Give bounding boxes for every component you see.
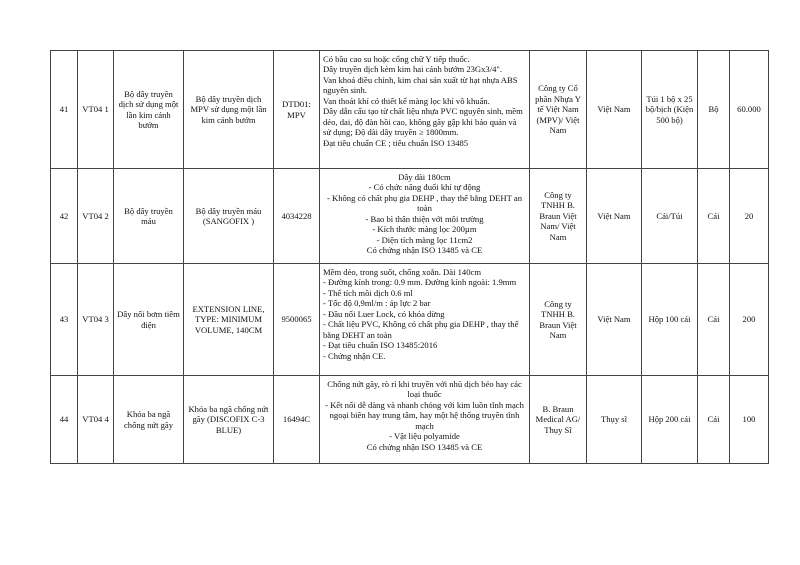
row-name: Bộ dây truyền máu: [114, 169, 184, 264]
spec-line: - Thể tích mồi dịch 0.6 ml: [323, 287, 413, 298]
spec-line: - Kích thước màng lọc 200µm: [372, 224, 477, 235]
row-origin: Việt Nam: [587, 51, 642, 169]
row-quantity: 200: [730, 264, 769, 376]
row-code: VT04 3: [78, 264, 114, 376]
spec-line: - Vật liệu polyamide: [389, 431, 460, 442]
row-product: Bộ dây truyền máu (SANGOFIX ): [184, 169, 274, 264]
row-manufacturer: Công ty TNHH B. Braun Việt Nam/ Việt Nam: [530, 169, 587, 264]
row-stt: 41: [51, 51, 78, 169]
row-name: Khóa ba ngã chống nứt gãy: [114, 376, 184, 464]
spec-line: Đạt tiêu chuẩn CE ; tiêu chuẩn ISO 13485: [323, 137, 469, 148]
row-spec: [320, 169, 530, 264]
product-table: [50, 50, 769, 464]
spec-line: - Chất liệu PVC, Không có chất phụ gia DEHP , thay thế bằng DEHT an toàn: [323, 319, 519, 340]
row-quantity: 100: [730, 376, 769, 464]
row-manufacturer: Công ty TNHH B. Braun Việt Nam: [530, 264, 587, 376]
spec-line: Có bầu cao su hoặc cổng chữ Y tiếp thuốc.: [323, 54, 470, 64]
row-packing: Túi 1 bộ x 25 bộ/bịch (Kiện 500 bộ): [642, 51, 698, 169]
row-spec: [320, 51, 530, 169]
row-packing: Cái/Túi: [642, 169, 698, 264]
spec-line: - Đầu nối Luer Lock, có khóa dừng: [323, 308, 445, 319]
table-row: [51, 169, 769, 264]
spec-line: Van khoá điều chỉnh, kim chai sản xuất từ hạt nhựa ABS nguyên sinh.: [323, 74, 518, 96]
row-stt: 42: [51, 169, 78, 264]
spec-line: Van thoát khí có thiết kế màng lọc khí vô khuẩn.: [323, 95, 490, 106]
row-model: 4034228: [274, 169, 320, 264]
spec-line: Chống nứt gãy, rò rỉ khi truyền với nhũ dịch béo hay các loại thuốc: [327, 379, 522, 400]
table-row: [51, 264, 769, 376]
row-stt: 44: [51, 376, 78, 464]
row-code: VT04 1: [78, 51, 114, 169]
spec-line: - Có chức năng đuổi khí tự động: [368, 182, 481, 193]
row-model: 16494C: [274, 376, 320, 464]
row-product: EXTENSION LINE, TYPE: MINIMUM VOLUME, 140CM: [184, 264, 274, 376]
row-unit: Cái: [698, 376, 730, 464]
spec-line: Dây dài 180cm: [398, 172, 451, 182]
row-unit: Bộ: [698, 51, 730, 169]
row-unit: Cái: [698, 169, 730, 264]
spec-line: - Đường kính trong: 0.9 mm. Đường kính ngoài: 1.9mm: [323, 277, 517, 288]
row-packing: Hộp 200 cái: [642, 376, 698, 464]
spec-line: - Bao bì thân thiện với môi trường: [365, 213, 484, 224]
row-manufacturer: Công ty Cổ phần Nhựa Y tế Việt Nam (MPV)/ Việt Nam: [530, 51, 587, 169]
spec-line: - Chứng nhận CE.: [323, 350, 386, 361]
spec-line: - Không có chất phụ gia DEHP , thay thế bằng DEHT an toàn: [327, 192, 522, 214]
row-code: VT04 4: [78, 376, 114, 464]
spec-line: - Kết nối dễ dàng và nhanh chóng với kim luồn tĩnh mạch ngoại biên hay trung tâm, hay một hệ thống truyền tĩnh mạch: [325, 399, 524, 431]
row-name: Dây nối bơm tiêm điện: [114, 264, 184, 376]
row-name: Bộ dây truyền dịch sử dụng một lần kim cánh bướm: [114, 51, 184, 169]
spec-line: Mềm dẻo, trong suốt, chống xoắn. Dài 140cm: [323, 267, 482, 277]
spec-line: Dây dẫn cấu tạo từ chất liệu nhựa PVC nguyên sinh, mềm dẻo, dai, độ đàn hồi cao, không gãy gập khi bảo quản và sử dụng; Độ dài dây truyền ≥ 1800mm.: [323, 106, 523, 138]
row-origin: Việt Nam: [587, 264, 642, 376]
row-model: 9500065: [274, 264, 320, 376]
row-unit: Cái: [698, 264, 730, 376]
row-product: Bộ dây truyền dịch MPV sử dụng một lần kim cánh bướm: [184, 51, 274, 169]
table-row: [51, 51, 769, 169]
row-spec: [320, 376, 530, 464]
row-stt: 43: [51, 264, 78, 376]
row-product: Khóa ba ngã chống nứt gãy (DISCOFIX C-3 BLUE): [184, 376, 274, 464]
spec-line: - Diện tích màng lọc 11cm2: [376, 234, 473, 245]
row-origin: Thụy sĩ: [587, 376, 642, 464]
row-manufacturer: B. Braun Medical AG/ Thụy Sĩ: [530, 376, 587, 464]
row-packing: Hộp 100 cái: [642, 264, 698, 376]
spec-line: Có chứng nhận ISO 13485 và CE: [366, 441, 483, 452]
row-model: DTD01: MPV: [274, 51, 320, 169]
row-origin: Việt Nam: [587, 169, 642, 264]
row-spec: [320, 264, 530, 376]
row-quantity: 20: [730, 169, 769, 264]
row-code: VT04 2: [78, 169, 114, 264]
spec-line: Có chứng nhận ISO 13485 và CE: [366, 245, 483, 256]
spec-line: Dây truyền dịch kèm kim hai cánh bướm 23Gx3/4".: [323, 64, 503, 75]
spec-line: - Tốc độ 0,9ml/m : áp lực 2 bar: [323, 298, 431, 309]
row-quantity: 60.000: [730, 51, 769, 169]
spec-line: - Đạt tiêu chuẩn ISO 13485:2016: [323, 340, 438, 351]
table-row: [51, 376, 769, 464]
